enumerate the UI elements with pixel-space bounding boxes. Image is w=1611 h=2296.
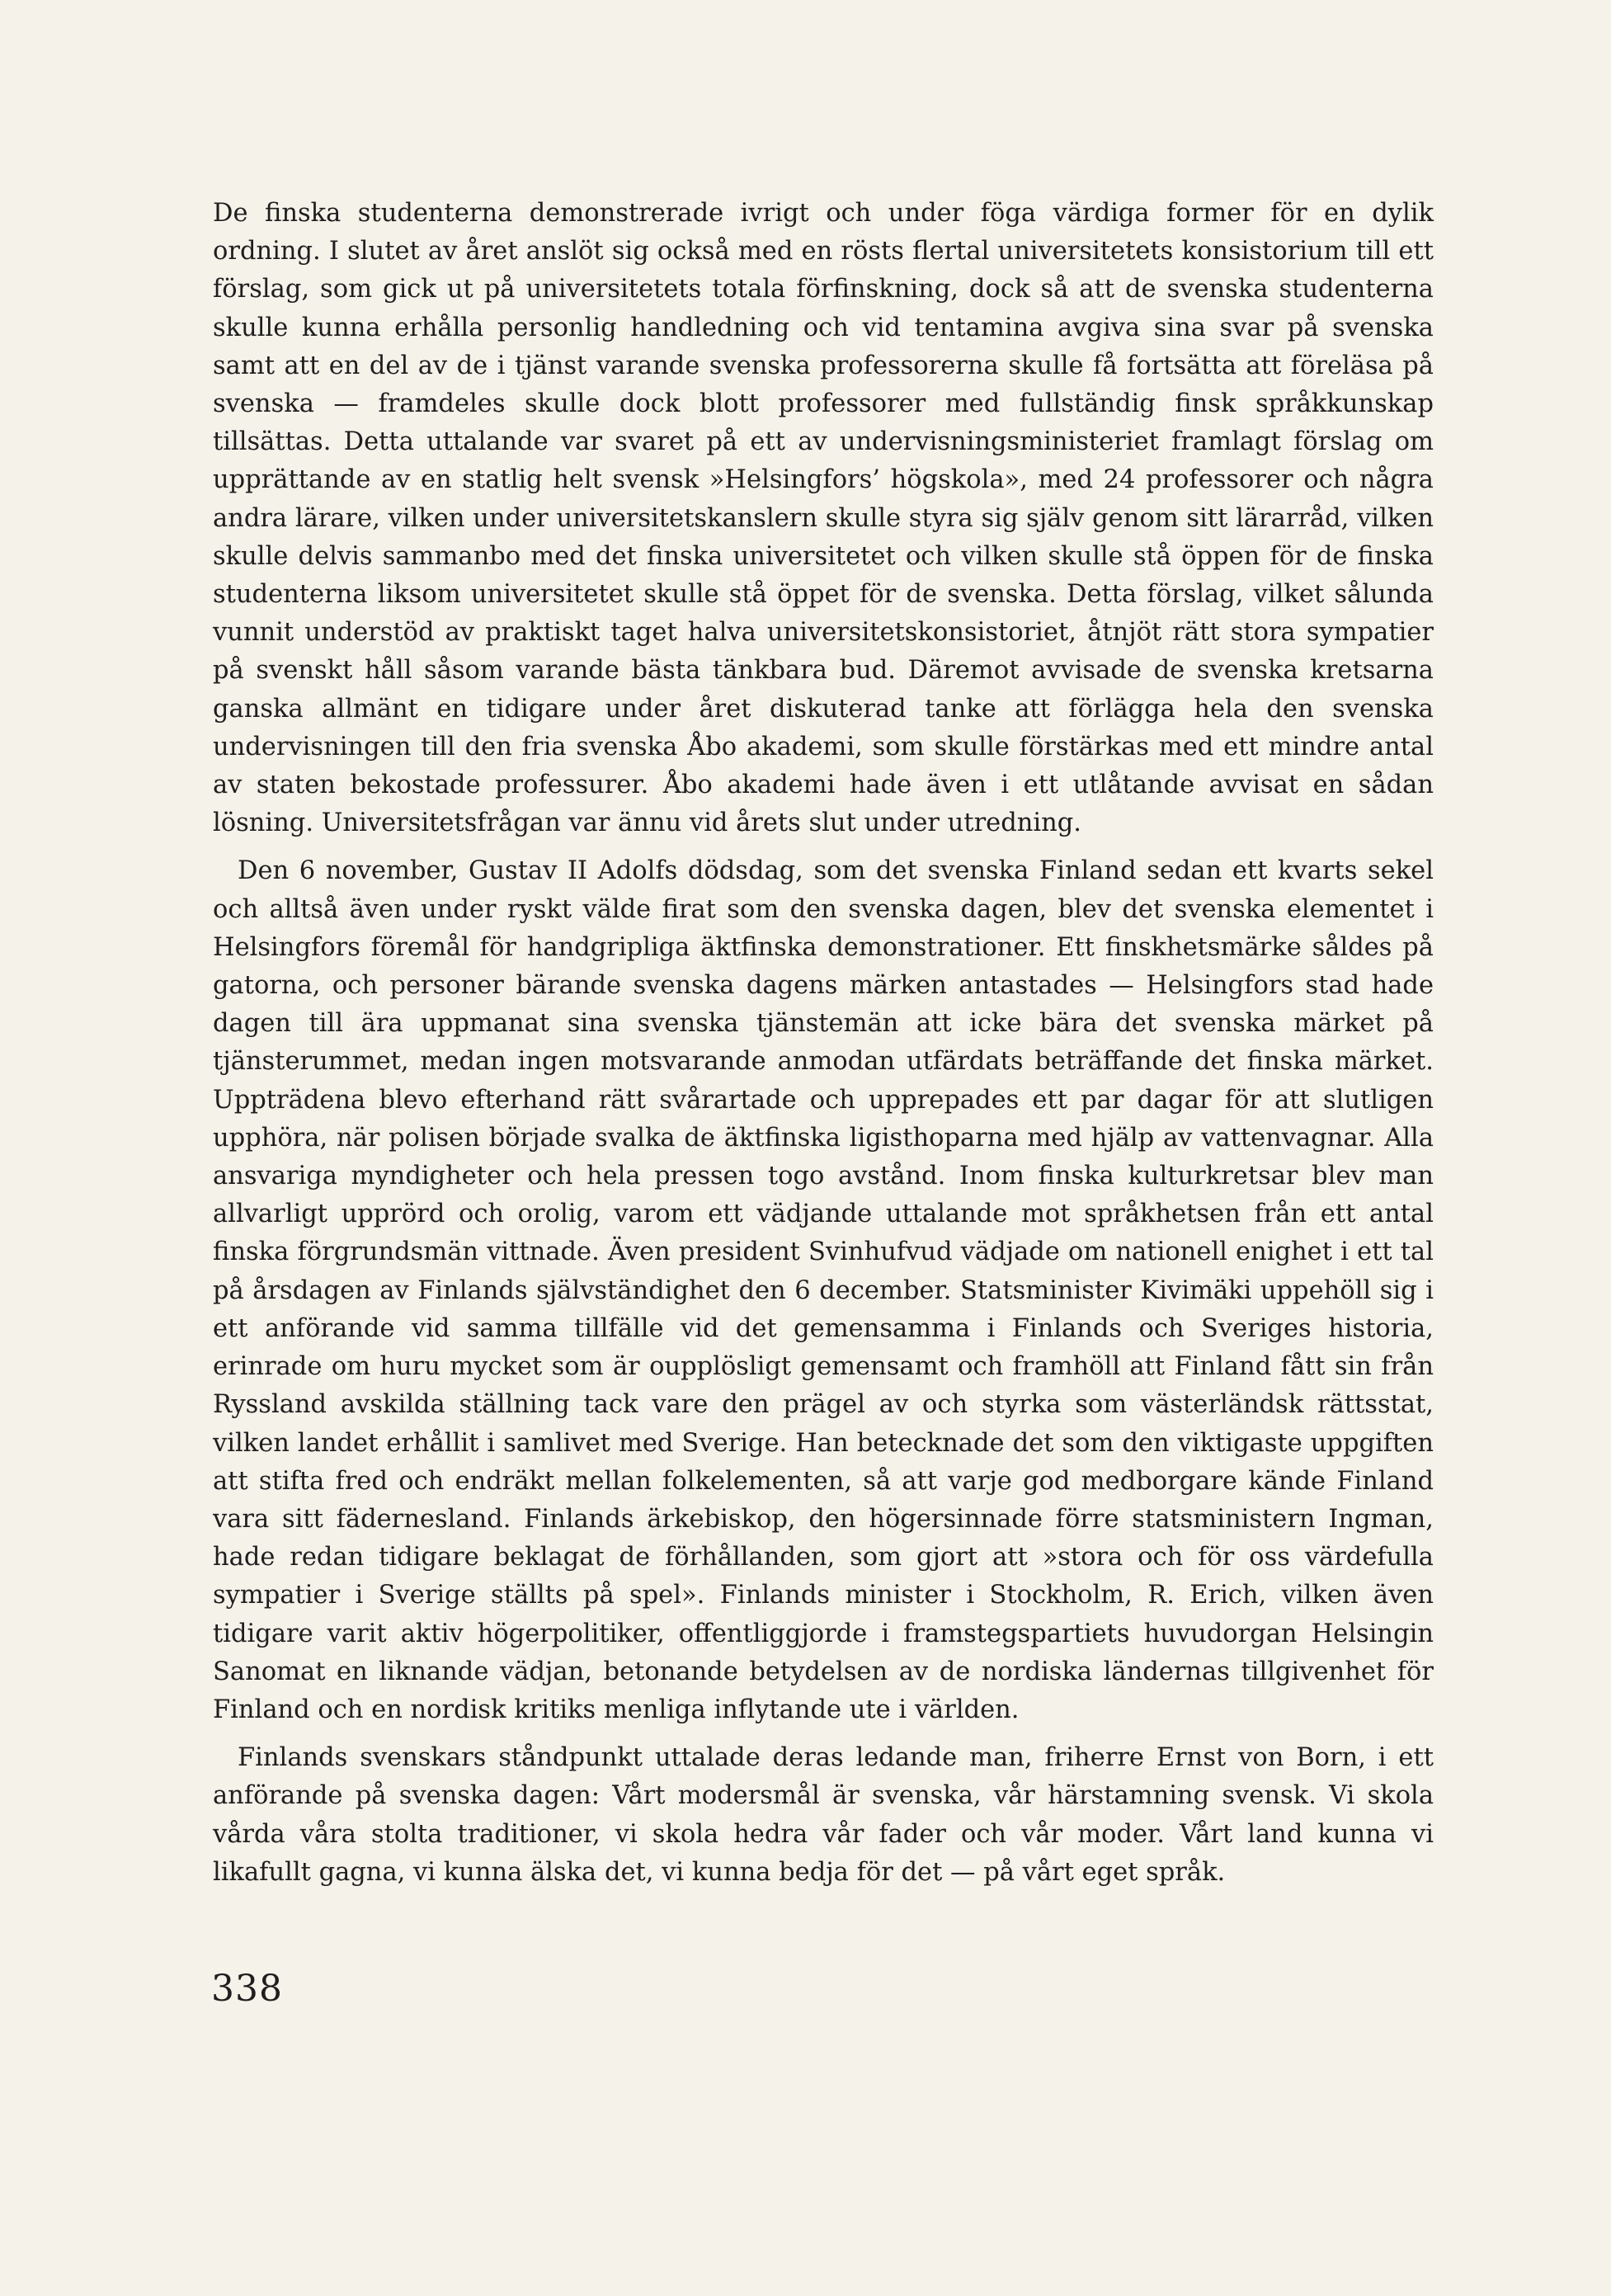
- paragraph-1: De finska studenterna demonstrerade ivrigt och under föga värdiga former för en dylik ordning. I slutet av året anslöt sig också med en rösts flertal universitetets konsistorium till ett förslag, som gick ut på universitetets totala förfinskning, dock så att de svenska studenterna skulle kunna erhålla personlig handledning och vid tentamina avgiva sina svar på svenska samt att en del av de i tjänst varande svenska professorerna skulle få fortsätta att föreläsa på svenska — framdeles skulle dock blott professorer med fullständig finsk språkkunskap tillsättas. Detta uttalande var svaret på ett av undervisningsministeriet framlagt förslag om upprättande av en statlig helt svensk »Helsingfors’ högskola», med 24 professorer och några andra lärare, vilken under universitetskanslern skulle styra sig själv genom sitt lärarråd, vilken skulle delvis sammanbo med det finska universitetet och vilken skulle stå öppen för de finska studenterna liksom universitetet skulle stå öppet för de svenska. Detta förslag, vilket sålunda vunnit understöd av praktiskt taget halva universitetskonsistoriet, åtnjöt rätt stora sympatier på svenskt håll såsom varande bästa tänkbara bud. Däremot avvisade de svenska kretsarna ganska allmänt en tidigare under året diskuterad tanke att förlägga hela den svenska undervisningen till den fria svenska Åbo akademi, som skulle förstärkas med ett mindre antal av staten bekostade professurer. Åbo akademi hade även i ett utlåtande avvisat en sådan lösning. Universitetsfrågan var ännu vid årets slut under utredning.: [213, 199, 1434, 838]
- paragraph-3: Finlands svenskars ståndpunkt uttalade deras ledande man, friherre Ernst von Born, i ett anförande på svenska dagen: Vårt modersmål är svenska, vår härstamning svensk. Vi skola vårda våra stolta traditioner, vi skola hedra vår fader och vår moder. Vårt land kunna vi likafullt gagna, vi kunna älska det, vi kunna bedja för det — på vårt eget språk.: [213, 1743, 1434, 1887]
- paragraph-2: Den 6 november, Gustav II Adolfs dödsdag, som det svenska Finland sedan ett kvarts sekel och alltså även under ryskt välde firat som den svenska dagen, blev det svenska elementet i Helsingfors föremål för handgripliga äktfinska demonstrationer. Ett finskhetsmärke såldes på gatorna, och personer bärande svenska dagens märken antastades — Helsingfors stad hade dagen till ära uppmanat sina svenska tjänstemän att icke bära det svenska märket på tjänsterummet, medan ingen motsvarande anmodan utfärdats beträffande det finska märket. Uppträdena blevo efterhand rätt svårartade och upprepades ett par dagar för att slutligen upphöra, när polisen började svalka de äktfinska ligisthoparna med hjälp av vattenvagnar. Alla ansvariga myndigheter och hela pressen togo avstånd. Inom finska kulturkretsar blev man allvarligt upprörd och orolig, varom ett vädjande uttalande mot språkhetsen från ett antal finska förgrundsmän vittnade. Även president Svinhufvud vädjade om nationell enighet i ett tal på årsdagen av Finlands självständighet den 6 december. Statsminister Kivimäki uppehöll sig i ett anförande vid samma tillfälle vid det gemensamma i Finlands och Sveriges historia, erinrade om huru mycket som är oupplösligt gemensamt och framhöll att Finland fått sin från Ryssland avskilda ställning tack vare den prägel av och styrka som västerländsk rättsstat, vilken landet erhållit i samlivet med Sverige. Han betecknade det som den viktigaste uppgiften att stifta fred och endräkt mellan folkelementen, så att varje god medborgare kände Finland vara sitt fädernesland. Finlands ärkebiskop, den högersinnade förre statsministern Ingman, hade redan tidigare beklagat de förhållanden, som gjort att »stora och för oss värdefulla sympatier i Sverige ställts på spel». Finlands minister i Stockholm, R. Erich, vilken även tidigare varit aktiv högerpolitiker, offentliggjorde i framstegspartiets huvudorgan Helsingin Sanomat en liknande vädjan, betonande betydelsen av de nordiska ländernas tillgivenhet för Finland och en nordisk kritiks menliga inflytande ute i världen.: [213, 856, 1434, 1724]
- body-text: [213, 195, 1434, 1892]
- page-number: 338: [211, 1968, 283, 2010]
